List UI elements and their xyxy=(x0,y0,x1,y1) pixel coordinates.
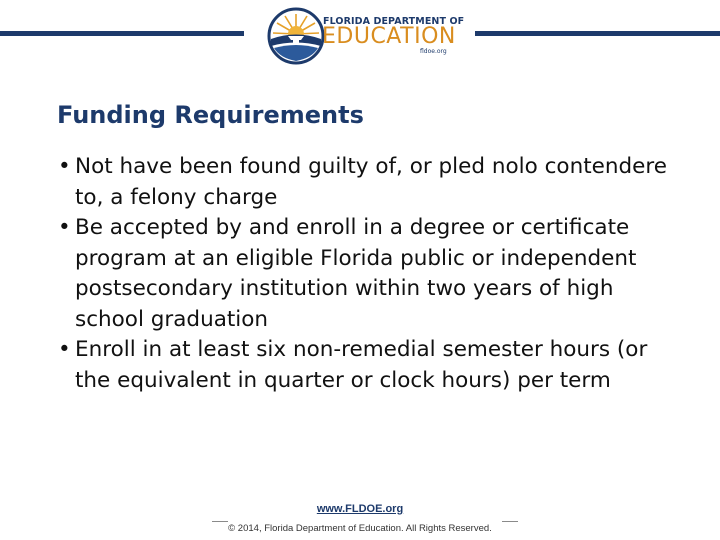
fldoe-logo xyxy=(266,6,465,66)
header-bar-right xyxy=(475,31,720,36)
logo-line-url: fldoe.org xyxy=(420,48,447,55)
florida-seal-icon xyxy=(266,6,326,66)
header-bar-left xyxy=(0,31,244,36)
footer-divider-right xyxy=(502,521,518,522)
footer-copyright: © 2014, Florida Department of Education. All Rights Reserved. xyxy=(228,523,492,534)
logo-line-department: FLORIDA DEPARTMENT OF xyxy=(323,16,465,27)
requirement-item: • Enroll in at least six non-remedial semester hours (or the equivalent in quarter or clock hours) per term xyxy=(58,335,668,396)
requirement-item: • Be accepted by and enroll in a degree or certificate program at an eligible Florida public or independent postsecondary institution within two years of high school graduation xyxy=(58,213,668,335)
footer-website-link[interactable]: www.FLDOE.org xyxy=(316,503,404,515)
requirement-list xyxy=(58,152,668,396)
slide-title: Funding Requirements xyxy=(57,101,364,129)
logo-line-education: EDUCATION xyxy=(322,24,456,49)
requirement-item: • Not have been found guilty of, or pled nolo contendere to, a felony charge xyxy=(58,152,668,213)
footer-divider-left xyxy=(212,521,228,522)
